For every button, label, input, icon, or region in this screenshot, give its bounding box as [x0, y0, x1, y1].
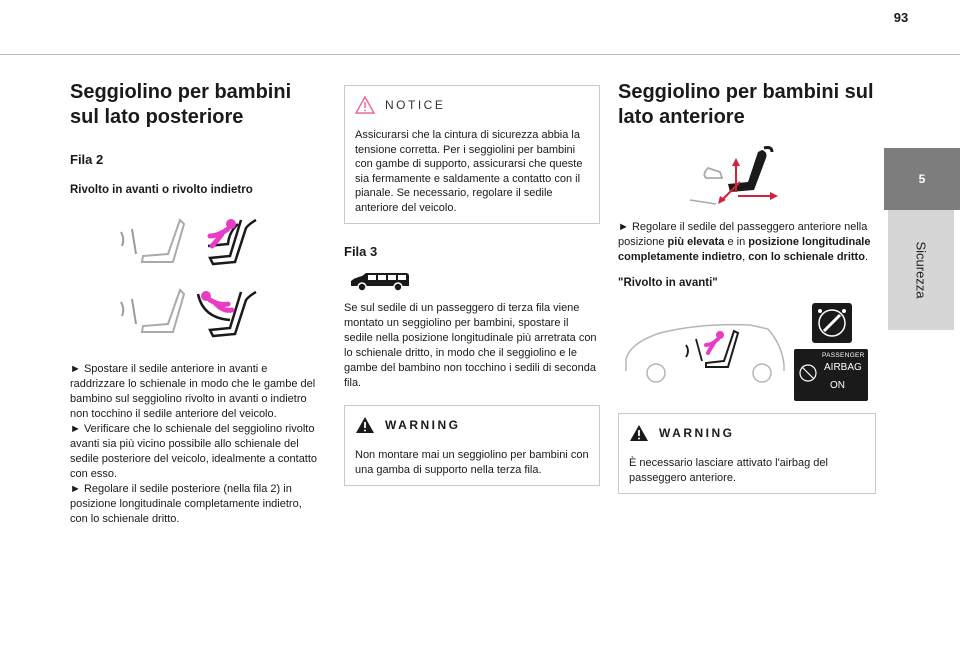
header-rule [0, 54, 960, 55]
warning-box [344, 405, 600, 486]
airbag-label-line2: AIRBAG [824, 362, 862, 373]
right-column [618, 80, 876, 494]
minivan-icon [348, 271, 600, 293]
airbag-warning-box [618, 413, 876, 494]
forward-facing-seat-illustration [118, 214, 320, 272]
airbag-switch-icon [812, 303, 852, 343]
front-airbag-illustrations [618, 299, 876, 399]
front-seat-instruction: ► Regolare il sedile del passeggero anteriore nella posizione più elevata e in posizione longitudinale completamente indietro, con lo schienale dritto. [618, 221, 871, 263]
middle-column [344, 80, 600, 486]
left-column [70, 80, 320, 527]
front-seat-title: Seggiolino per bambini sul lato anteriore [618, 81, 874, 128]
airbag-label-line1: PASSENGER [822, 352, 865, 359]
chapter-label-tab[interactable] [888, 210, 954, 330]
chapter-label: Sicurezza [913, 241, 929, 299]
instruction-step: ► Verificare che lo schienale del seggiolino rivolto avanti sia più vicino possibile allo schienale del sedile posteriore del veicolo, idealmente a contatto con esso. [70, 423, 318, 480]
notice-box [344, 85, 600, 224]
chapter-number: 5 [918, 172, 926, 186]
child-seat-crossed-icon [798, 363, 818, 383]
airbag-warning-text: È necessario lasciare attivato l'airbag del passeggero anteriore. [629, 457, 828, 484]
car-front-seat-illustration [620, 321, 786, 383]
warning-icon [355, 416, 375, 434]
row2-heading: Fila 2 [70, 152, 104, 167]
seat-adjustment-illustration [680, 144, 876, 210]
page-number: 93 [893, 10, 909, 25]
rear-seat-instructions [70, 362, 320, 527]
orientation-heading: Rivolto in avanti o rivolto indietro [70, 184, 253, 196]
passenger-airbag-on-indicator [794, 349, 868, 401]
rear-facing-seat-illustration [118, 286, 320, 344]
airbag-label-line3: ON [830, 380, 845, 391]
instruction-step: ► Regolare il sedile posteriore (nella fila 2) in posizione longitudinale completamente indietro, con lo schienale dritto. [70, 483, 302, 525]
row3-heading: Fila 3 [344, 244, 378, 259]
chapter-tab[interactable] [884, 148, 960, 210]
rear-seat-title: Seggiolino per bambini sul lato posteriore [70, 81, 292, 128]
warning-icon [629, 424, 649, 442]
notice-text: Assicurarsi che la cintura di sicurezza abbia la tensione corretta. Per i seggiolini per bambini con gambe di supporto, assicurarsi che queste sia fermamente e saldamente a contatto con il pianale. Se necessario, regolare il sedile anteriore del veicolo. [355, 129, 583, 214]
forward-facing-heading: "Rivolto in avanti" [618, 277, 718, 289]
warning-title: WARNING [385, 418, 461, 432]
row3-instructions: Se sul sedile di un passeggero di terza fila viene montato un seggiolino per bambini, spostare il sedile nella posizione longitudinale più arretrata con lo schienale dritto, in modo che il seggiolino e le gambe del bambino non tocchino i sedili di seconda fila. [344, 302, 597, 389]
warning-title: WARNING [659, 426, 735, 440]
warning-text: Non montare mai un seggiolino per bambini con una gamba di supporto nella terza fila. [355, 449, 589, 476]
notice-icon [355, 96, 375, 114]
instruction-step: ► Spostare il sedile anteriore in avanti e raddrizzare lo schienale in modo che le gambe del bambino sul seggiolino rivolto in avanti o indietro non tocchino il sedile anteriore del veicolo. [70, 363, 316, 420]
notice-title: NOTICE [385, 98, 446, 112]
